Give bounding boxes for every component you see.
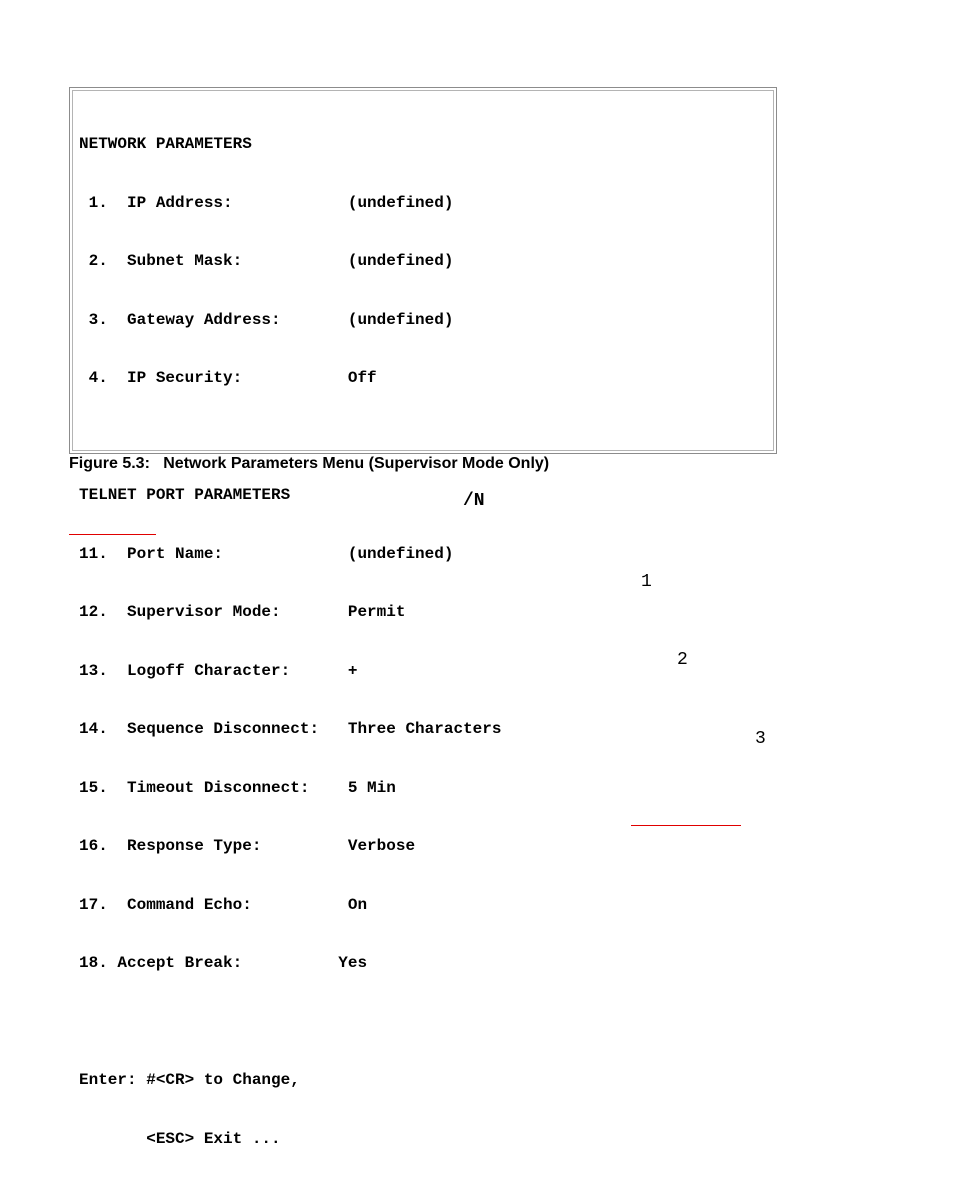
hyperlink-underline[interactable] (631, 825, 741, 826)
command-fragment: /N (463, 491, 485, 511)
menu-item-command-echo: 17. Command Echo: On (79, 895, 368, 914)
menu-heading-network: NETWORK PARAMETERS (79, 135, 252, 153)
figure-caption: Figure 5.3: Network Parameters Menu (Supervisor Mode Only) (69, 455, 550, 472)
terminal-text (79, 96, 501, 1188)
menu-heading-telnet: TELNET PORT PARAMETERS (79, 486, 291, 504)
menu-prompt-exit: <ESC> Exit ... (79, 1129, 281, 1148)
menu-item-timeout-disconnect: 15. Timeout Disconnect: 5 Min (79, 778, 396, 797)
hyperlink-underline[interactable] (69, 534, 156, 535)
menu-prompt-change: Enter: #<CR> to Change, (79, 1071, 300, 1089)
menu-item-sequence-disconnect: 14. Sequence Disconnect: Three Characters (79, 720, 502, 738)
menu-blank-line (79, 428, 501, 448)
menu-item-supervisor-mode: 12. Supervisor Mode: Permit (79, 603, 406, 621)
menu-item-response-type: 16. Response Type: Verbose (79, 837, 416, 855)
step-number-3: 3 (755, 729, 766, 749)
menu-item-subnet-mask: 2. Subnet Mask: (undefined) (79, 252, 454, 270)
step-number-1: 1 (641, 572, 652, 592)
step-number-2: 2 (677, 650, 688, 670)
menu-item-port-name: 11. Port Name: (undefined) (79, 544, 454, 563)
menu-item-ip-security: 4. IP Security: Off (79, 369, 377, 387)
menu-blank-line (79, 1013, 501, 1033)
menu-item-accept-break: 18. Accept Break: Yes (79, 954, 368, 972)
menu-item-gateway-address: 3. Gateway Address: (undefined) (79, 310, 454, 329)
menu-item-ip-address: 1. IP Address: (undefined) (79, 193, 454, 212)
menu-item-logoff-character: 13. Logoff Character: + (79, 661, 358, 680)
